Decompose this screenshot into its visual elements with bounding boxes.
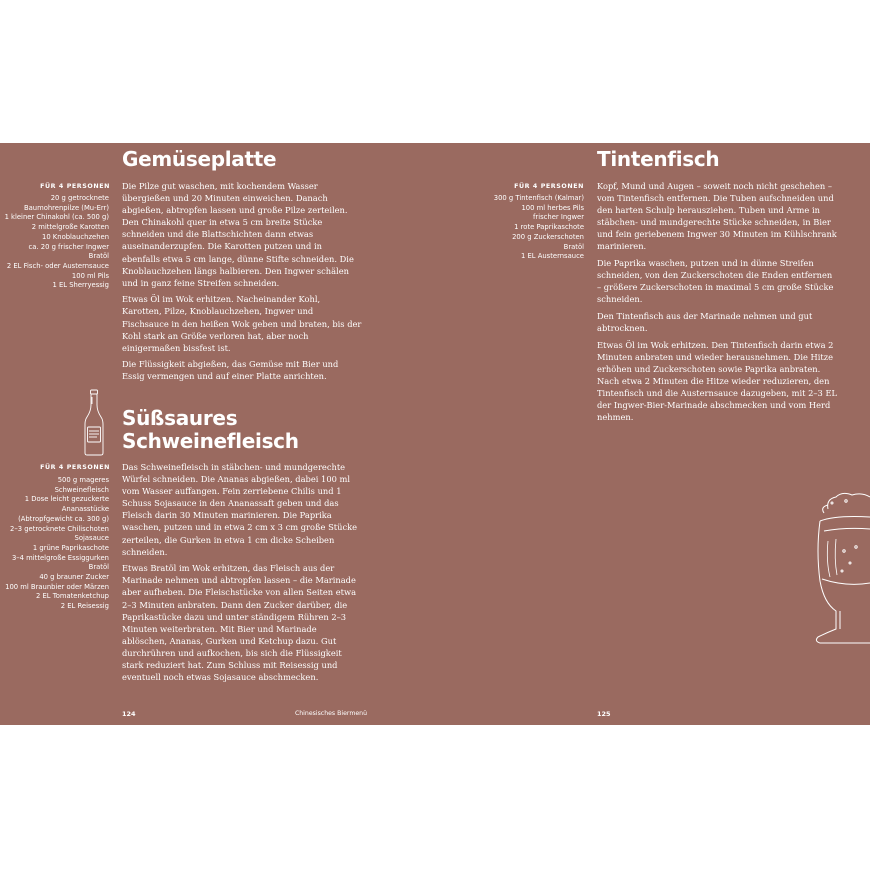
- recipe-title-tintenfisch: Tintenfisch: [597, 147, 720, 171]
- ingredient: 1 EL Austernsauce: [521, 252, 584, 261]
- ingredient: 3–4 mittelgroße Essiggurken: [11, 553, 109, 562]
- page-number-left: 124: [122, 710, 136, 718]
- ingredient: 1 rote Paprikaschote: [514, 223, 584, 232]
- running-title: Chinesisches Biermenü: [294, 710, 367, 717]
- ingredient: 300 g Tintenfisch (Kalmar): [493, 194, 584, 202]
- book-spread: [0, 143, 870, 725]
- servings-label: FÜR 4 PERSONEN: [40, 464, 110, 471]
- servings-label: FÜR 4 PERSONEN: [514, 183, 584, 190]
- ingredient: 2–3 getrocknete Chilischoten: [10, 524, 109, 533]
- beer-glass-icon: [806, 491, 870, 651]
- ingredient: 1 Dose leicht gezuckerte: [24, 495, 109, 504]
- ingredient: 2 EL Fisch- oder Austernsauce: [6, 261, 109, 270]
- title-line: Süßsaures: [122, 406, 238, 430]
- ingredient: 1 grüne Paprikaschote: [32, 543, 109, 552]
- instruction-paragraph: Das Schweinefleisch in stäbchen- und mundgerechte Würfel schneiden. Die Ananas abgießen, dabei 100 ml vom Wasser auffangen. Fein zerriebene Chilis und 1 Schuss Sojasauce in den Ananassaft geben und das Fleisch darin 30 Minuten marinieren. Die Paprika waschen, putzen und in etwa 2 cm x 3 cm große Stücke zerteilen, die Gurken in etwa 1 cm dicke Scheiben schneiden.: [122, 462, 358, 557]
- ingredient: Sojasauce: [74, 534, 109, 543]
- ingredient: frischer Ingwer: [533, 213, 584, 222]
- instruction-paragraph: Etwas Öl im Wok erhitzen. Nacheinander Kohl, Karotten, Pilze, Knoblauchzehen, Ingwer und Fischsauce in den heißen Wok geben und braten, bis der Kohl stark an Größe verloren hat, aber noch einigermaßen bissfest ist.: [122, 294, 362, 353]
- bottle-icon: [82, 389, 106, 457]
- ingredient: Ananasstücke: [61, 505, 109, 514]
- ingredient: 40 g brauner Zucker: [39, 573, 109, 582]
- ingredient: 2 mittelgroße Karotten: [31, 223, 109, 232]
- ingredient: 20 g getrocknete: [50, 194, 109, 202]
- ingredient: 100 ml Pils: [71, 271, 109, 280]
- instruction-paragraph: Etwas Bratöl im Wok erhitzen, das Fleisch aus der Marinade nehmen und abtropfen lassen – die Marinade aber aufheben. Die Fleischstücke von allen Seiten etwa 2–3 Minuten anbraten. Dann den Zucker darüber, die Paprikastücke dazu und unter ständigem Rühren 2–3 Minuten weiterbraten. Mit Bier und Marinade ablöschen, Ananas, Gurken und Ketchup dazu. Gut durchrühren und aufkochen, bis sich die Flüssigkeit stark reduziert hat. Zum Schluss mit Reisessig und eventuell noch etwas Sojasauce abschmecken.: [122, 563, 357, 683]
- ingredient: 500 g mageres: [57, 476, 109, 484]
- ingredient: 2 EL Reisessig: [60, 602, 109, 611]
- servings-label: FÜR 4 PERSONEN: [40, 183, 110, 190]
- recipe-title-gemueseplatte: Gemüseplatte: [122, 147, 277, 171]
- instruction-paragraph: Die Flüssigkeit abgießen, das Gemüse mit Bier und Essig vermengen und auf einer Platte anrichten.: [122, 359, 339, 382]
- instruction-paragraph: Die Pilze gut waschen, mit kochendem Wasser übergießen und 20 Minuten einweichen. Danach abgießen, abtropfen lassen und große Pilze zerteilen. Den Chinakohl quer in etwa 5 cm breite Stücke schneiden und die Blattschichten dann etwas auseinanderzupfen. Die Karotten putzen und in ebenfalls etwa 5 cm lange, dünne Stifte schneiden. Die Knoblauchzehen längs halbieren. Den Ingwer schälen und in ganz feine Streifen schneiden.: [122, 181, 354, 288]
- ingredient: 100 ml herbes Pils: [521, 203, 584, 212]
- ingredient: Bratöl: [88, 563, 109, 572]
- title-line: Schweinefleisch: [122, 429, 299, 453]
- recipe-instructions: [597, 180, 839, 428]
- ingredient: Bratöl: [88, 252, 109, 261]
- ingredient: 10 Knoblauchzehen: [42, 232, 109, 241]
- ingredient: Bratöl: [563, 242, 584, 251]
- ingredient: 200 g Zuckerschoten: [512, 232, 584, 241]
- recipe-instructions: [122, 461, 362, 688]
- ingredient: Schweinefleisch: [54, 485, 109, 494]
- ingredient-list: [5, 194, 109, 291]
- instruction-paragraph: Kopf, Mund und Augen – soweit noch nicht geschehen – vom Tintenfisch entfernen. Die Tuben aufschneiden und den harten Schulp herausziehen. Tuben und Arme in stäbchen- und mundgerechte Stücke schneiden, in Bier und fein geriebenem Ingwer 30 Minuten im Kühlschrank marinieren.: [597, 181, 837, 252]
- ingredient: ca. 20 g frischer Ingwer: [28, 242, 109, 251]
- recipe-title-suesssaures-schweinefleisch: [122, 407, 299, 453]
- ingredient: 2 EL Tomatenketchup: [35, 592, 109, 601]
- ingredient: 1 EL Sherryessig: [52, 281, 109, 290]
- ingredient: 100 ml Braunbier oder Märzen: [5, 582, 109, 591]
- instruction-paragraph: Etwas Öl im Wok erhitzen. Den Tintenfisch darin etwa 2 Minuten anbraten und wieder herausnehmen. Die Hitze erhöhen und Zuckerschoten sowie Paprika anbraten. Nach etwa 2 Minuten die Hitze wieder reduzieren, den Tintenfisch und die Austernsauce dazugeben, mit 2–3 EL der Ingwer-Bier-Marinade abschmecken und vom Herd nehmen.: [597, 339, 838, 423]
- instruction-paragraph: Den Tintenfisch aus der Marinade nehmen und gut abtrocknen.: [597, 310, 813, 334]
- recipe-instructions: [122, 180, 362, 387]
- ingredient-list: [5, 476, 109, 612]
- ingredient-list: [494, 194, 584, 262]
- ingredient: (Abtropfgewicht ca. 300 g): [18, 514, 109, 523]
- instruction-paragraph: Die Paprika waschen, putzen und in dünne Streifen schneiden, von den Zuckerschoten die Enden entfernen – größere Zuckerschoten in maximal 5 cm große Stücke schneiden.: [597, 258, 834, 305]
- page-number-right: 125: [597, 710, 611, 718]
- ingredient: Baumohrenpilze (Mu-Err): [23, 203, 109, 212]
- ingredient: 1 kleiner Chinakohl (ca. 500 g): [4, 213, 109, 222]
